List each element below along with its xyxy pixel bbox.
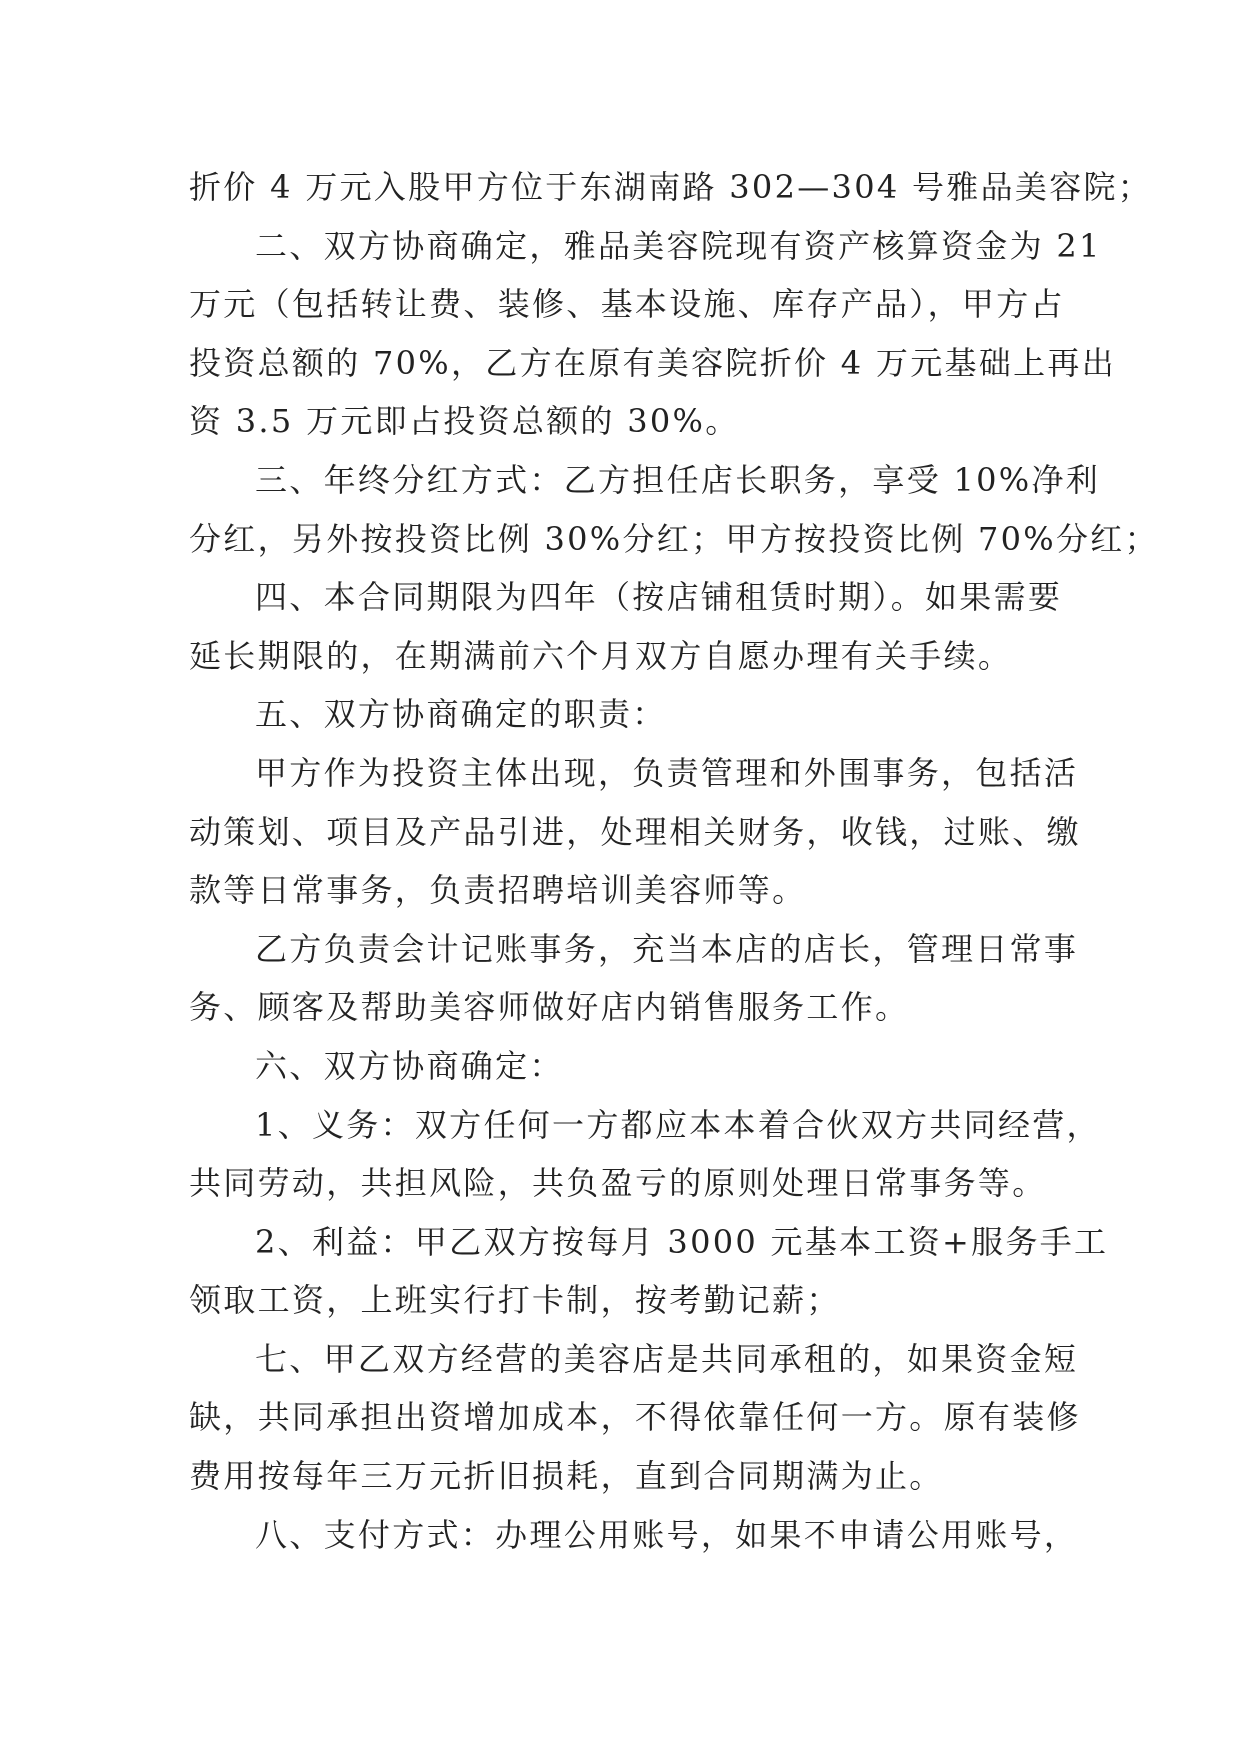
clause-7-line: 七、甲乙双方经营的美容店是共同承租的，如果资金短: [255, 1339, 1079, 1378]
clause-3-line: 三、年终分红方式：乙方担任店长职务，享受 10%净利: [255, 460, 1101, 499]
text-line: 折价 4 万元入股甲方位于东湖南路 302—304 号雅品美容院；: [189, 168, 1153, 206]
obligation-line: 1、义务：双方任何一方都应本本着合伙双方共同经营，: [255, 1105, 1101, 1144]
clause-2-line: 二、双方协商确定，雅品美容院现有资产核算资金为 21: [255, 226, 1102, 265]
text-line: 投资总额的 70%，乙方在原有美容院折价 4 万元基础上再出: [189, 343, 1117, 382]
clause-4-line: 四、本合同期限为四年（按店铺租赁时期）。如果需要: [255, 578, 1063, 617]
clause-5-heading: 五、双方协商确定的职责：: [255, 695, 667, 734]
text-line: 务、顾客及帮助美容师做好店内销售服务工作。: [189, 988, 910, 1027]
text-line: 动策划、项目及产品引进，处理相关财务，收钱，过账、缴: [189, 812, 1081, 851]
text-line: 缺，共同承担出资增加成本，不得依靠任何一方。原有装修: [189, 1398, 1081, 1437]
text-line: 万元（包括转让费、装修、基本设施、库存产品），甲方占: [189, 285, 1065, 324]
text-line: 资 3.5 万元即占投资总额的 30%。: [189, 402, 740, 441]
clause-6-heading: 六、双方协商确定：: [255, 1046, 564, 1085]
benefit-line: 2、利益：甲乙双方按每月 3000 元基本工资+服务手工: [255, 1222, 1109, 1261]
text-line: 共同劳动，共担风险，共负盈亏的原则处理日常事务等。: [189, 1164, 1047, 1203]
party-b-duties-line: 乙方负责会计记账事务，充当本店的店长，管理日常事: [255, 929, 1079, 968]
text-line: 分红，另外按投资比例 30%分红；甲方按投资比例 70%分红；: [189, 519, 1159, 558]
clause-8-line: 八、支付方式：办理公用账号，如果不申请公用账号，: [255, 1515, 1079, 1554]
document-body: [189, 158, 1159, 1564]
text-line: 延长期限的，在期满前六个月双方自愿办理有关手续。: [189, 636, 1013, 675]
party-a-duties-line: 甲方作为投资主体出现，负责管理和外围事务，包括活: [255, 753, 1079, 792]
text-line: 款等日常事务，负责招聘培训美容师等。: [189, 871, 807, 910]
text-line: 费用按每年三万元折旧损耗，直到合同期满为止。: [189, 1457, 944, 1496]
text-line: 领取工资，上班实行打卡制，按考勤记薪；: [189, 1281, 841, 1320]
